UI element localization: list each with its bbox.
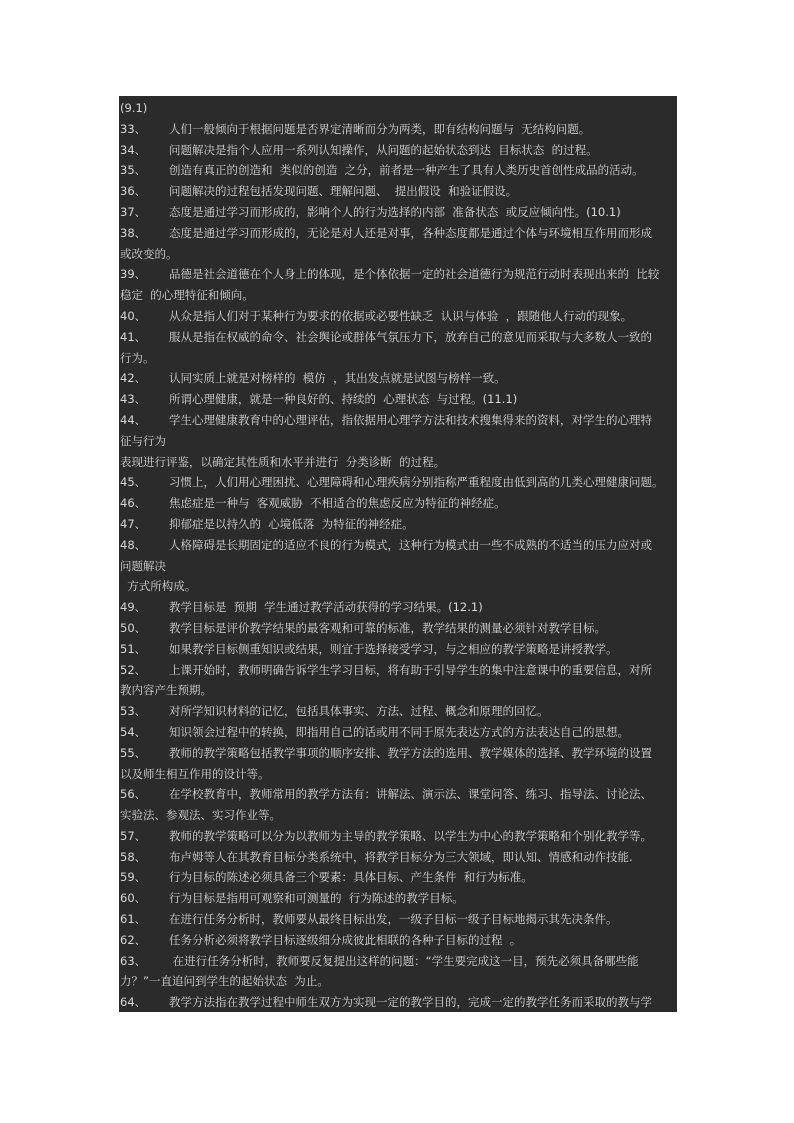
text-line <box>120 202 677 223</box>
text-line <box>120 431 677 452</box>
item-text: 方式所构成。 <box>120 579 197 594</box>
item-text: 态度是通过学习而形成的，无论是对人还是对事，各种态度都是通过个体与环境相互作用而形成 <box>169 225 652 240</box>
item-text: 布卢姆等人在其教育目标分类系统中，将教学目标分为三大领域，即认知、情感和动作技能. <box>169 849 633 864</box>
text-line <box>120 867 677 888</box>
item-text: 在学校教育中，教师常用的教学方法有：讲解法、演示法、课堂问答、练习、指导法、讨论法、 <box>169 787 652 802</box>
item-text: 行为目标是指用可观察和可测量的 行为陈述的教学目标。 <box>169 891 464 906</box>
item-text: 教师的教学策略包括教学事项的顺序安排、教学方法的选用、教学媒体的选择、教学环境的设置 <box>169 745 652 760</box>
item-text: 人们一般倾向于根据问题是否界定清晰而分为两类，即有结构问题与 无结构问题。 <box>169 121 591 136</box>
item-text: 稳定 的心理特征和倾向。 <box>120 288 254 303</box>
text-line <box>120 327 677 348</box>
item-number: 46、 <box>120 496 147 511</box>
text-line <box>120 597 677 618</box>
item-number: 35、 <box>120 163 147 178</box>
text-line <box>120 618 677 639</box>
text-line <box>120 930 677 951</box>
text-line <box>120 639 677 660</box>
text-line <box>120 119 677 140</box>
text-line <box>120 722 677 743</box>
item-text: 抑郁症是以持久的 心境低落 为特征的神经症。 <box>169 516 414 531</box>
item-text: 以及师生相互作用的设计等。 <box>120 766 270 781</box>
text-line <box>120 368 677 389</box>
item-text: 教师的教学策略可以分为以教师为主导的教学策略、以学生为中心的教学策略和个别化教学等。 <box>169 828 652 843</box>
item-number: 59、 <box>120 870 147 885</box>
item-text: 在进行任务分析时，教师要反复提出这样的问题：“学生要完成这一目，预先必须具备哪些能 <box>169 953 639 968</box>
item-text: 教内容产生预期。 <box>120 683 212 698</box>
item-number: 44、 <box>120 412 147 427</box>
item-number: 58、 <box>120 849 147 864</box>
item-number: 61、 <box>120 912 147 927</box>
text-line <box>120 98 677 119</box>
item-text: 在进行任务分析时，教师要从最终目标出发，一级子目标一级子目标地揭示其先决条件。 <box>169 912 618 927</box>
item-number: 36、 <box>120 184 147 199</box>
item-text: 任务分析必须将教学目标逐级细分成彼此相联的各种子目标的过程 。 <box>169 932 522 947</box>
item-text: 知识领会过程中的转换，即指用自己的话或用不同于原先表达方式的方法表达自己的思想。 <box>169 724 629 739</box>
item-text: 上课开始时，教师明确告诉学生学习目标，将有助于引导学生的集中注意课中的重要信息，对所 <box>169 662 652 677</box>
item-number: 62、 <box>120 932 147 947</box>
item-text: 焦虑症是一种与 客观威胁 不相适合的焦虑反应为特征的神经症。 <box>169 496 506 511</box>
item-number: 45、 <box>120 475 147 490</box>
item-number: 57、 <box>120 828 147 843</box>
item-number: 47、 <box>120 516 147 531</box>
text-line <box>120 992 677 1013</box>
item-text: 所谓心理健康，就是一种良好的、持续的 心理状态 与过程。(11.1) <box>169 392 518 407</box>
text-line <box>120 805 677 826</box>
text-line <box>120 556 677 577</box>
item-number: (9.1) <box>120 101 148 115</box>
item-text: 学生心理健康教育中的心理评估，指依据用心理学方法和技术搜集得来的资料，对学生的心理特 <box>169 412 652 427</box>
item-number: 63、 <box>120 953 147 968</box>
text-line <box>120 493 677 514</box>
item-text: 品德是社会道德在个人身上的体现，是个体依据一定的社会道德行为规范行动时表现出来的 比较 <box>169 267 660 282</box>
text-line <box>120 348 677 369</box>
item-text: 认同实质上就是对榜样的 模仿 ，其出发点就是试图与榜样一致。 <box>169 371 506 386</box>
item-text: 或改变的。 <box>120 246 178 261</box>
text-line <box>120 514 677 535</box>
item-number: 54、 <box>120 724 147 739</box>
text-line <box>120 535 677 556</box>
item-number: 40、 <box>120 308 147 323</box>
text-line <box>120 743 677 764</box>
item-number: 51、 <box>120 641 147 656</box>
text-line <box>120 951 677 972</box>
text-line <box>120 140 677 161</box>
item-text: 问题解决 <box>120 558 166 573</box>
item-text: 教学方法指在教学过程中师生双方为实现一定的教学目的，完成一定的教学任务而采取的教与学 <box>169 995 652 1010</box>
item-number: 56、 <box>120 787 147 802</box>
text-line <box>120 680 677 701</box>
text-line <box>120 410 677 431</box>
item-text: 对所学知识材料的记忆，包括具体事实、方法、过程、概念和原理的回忆。 <box>169 704 549 719</box>
item-text: 服从是指在权威的命令、社会舆论或群体气氛压力下，放弃自己的意见而采取与大多数人一致的 <box>169 329 652 344</box>
item-number: 55、 <box>120 745 147 760</box>
item-number: 33、 <box>120 121 147 136</box>
text-line <box>120 784 677 805</box>
item-number: 43、 <box>120 392 147 407</box>
text-block <box>119 96 677 1012</box>
text-line <box>120 160 677 181</box>
item-text: 力？”一直追问到学生的起始状态 为止。 <box>120 974 329 989</box>
text-line <box>120 971 677 992</box>
text-line <box>120 306 677 327</box>
item-text: 问题解决的过程包括发现问题、理解问题、 提出假设 和验证假设。 <box>169 184 518 199</box>
item-text: 从众是指人们对于某种行为要求的依据或必要性缺乏 认识与体验 ，跟随他人行动的现象。 <box>169 308 633 323</box>
text-line <box>120 452 677 473</box>
text-line <box>120 244 677 265</box>
text-line <box>120 472 677 493</box>
item-text: 表现进行评鉴，以确定其性质和水平并进行 分类诊断 的过程。 <box>120 454 446 469</box>
text-line <box>120 389 677 410</box>
item-text: 创造有真正的创造和 类似的创造 之分，前者是一种产生了具有人类历史首创性成品的活动。 <box>169 163 644 178</box>
item-text: 行为目标的陈述必须具备三个要素：具体目标、产生条件 和行为标准。 <box>169 870 533 885</box>
item-number: 41、 <box>120 329 147 344</box>
item-text: 实验法、参观法、实习作业等。 <box>120 808 281 823</box>
item-number: 50、 <box>120 620 147 635</box>
item-text: 人格障碍是长期固定的适应不良的行为模式，这种行为模式由一些不成熟的不适当的压力应对或 <box>169 537 652 552</box>
text-line <box>120 181 677 202</box>
text-line <box>120 285 677 306</box>
text-line <box>120 847 677 868</box>
item-number: 37、 <box>120 204 147 219</box>
item-number: 49、 <box>120 600 147 615</box>
item-number: 52、 <box>120 662 147 677</box>
item-number: 38、 <box>120 225 147 240</box>
item-text: 教学目标是 预期 学生通过教学活动获得的学习结果。(12.1) <box>169 600 483 615</box>
item-number: 34、 <box>120 142 147 157</box>
text-line <box>120 909 677 930</box>
text-line <box>120 826 677 847</box>
item-text: 习惯上，人们用心理困扰、心理障碍和心理疾病分别指称严重程度由低到高的几类心理健康问题。 <box>169 475 664 490</box>
item-number: 39、 <box>120 267 147 282</box>
item-number: 60、 <box>120 891 147 906</box>
item-text: 教学目标是评价教学结果的最客观和可靠的标准，教学结果的测量必须针对教学目标。 <box>169 620 606 635</box>
item-number: 53、 <box>120 704 147 719</box>
item-text: 态度是通过学习而形成的，影响个人的行为选择的内部 准备状态 或反应倾向性。(10.1) <box>169 204 621 219</box>
item-text: 问题解决是指个人应用一系列认知操作，从问题的起始状态到达 目标状态 的过程。 <box>169 142 598 157</box>
text-line <box>120 264 677 285</box>
item-text: 征与行为 <box>120 433 166 448</box>
item-text: 如果教学目标侧重知识或结果，则宜于选择接受学习，与之相应的教学策略是讲授教学。 <box>169 641 618 656</box>
item-number: 48、 <box>120 537 147 552</box>
text-line <box>120 888 677 909</box>
text-line <box>120 223 677 244</box>
item-number: 64、 <box>120 995 147 1010</box>
text-line <box>120 701 677 722</box>
item-text: 行为。 <box>120 350 155 365</box>
item-number: 42、 <box>120 371 147 386</box>
text-line <box>120 576 677 597</box>
text-line <box>120 660 677 681</box>
text-line <box>120 764 677 785</box>
